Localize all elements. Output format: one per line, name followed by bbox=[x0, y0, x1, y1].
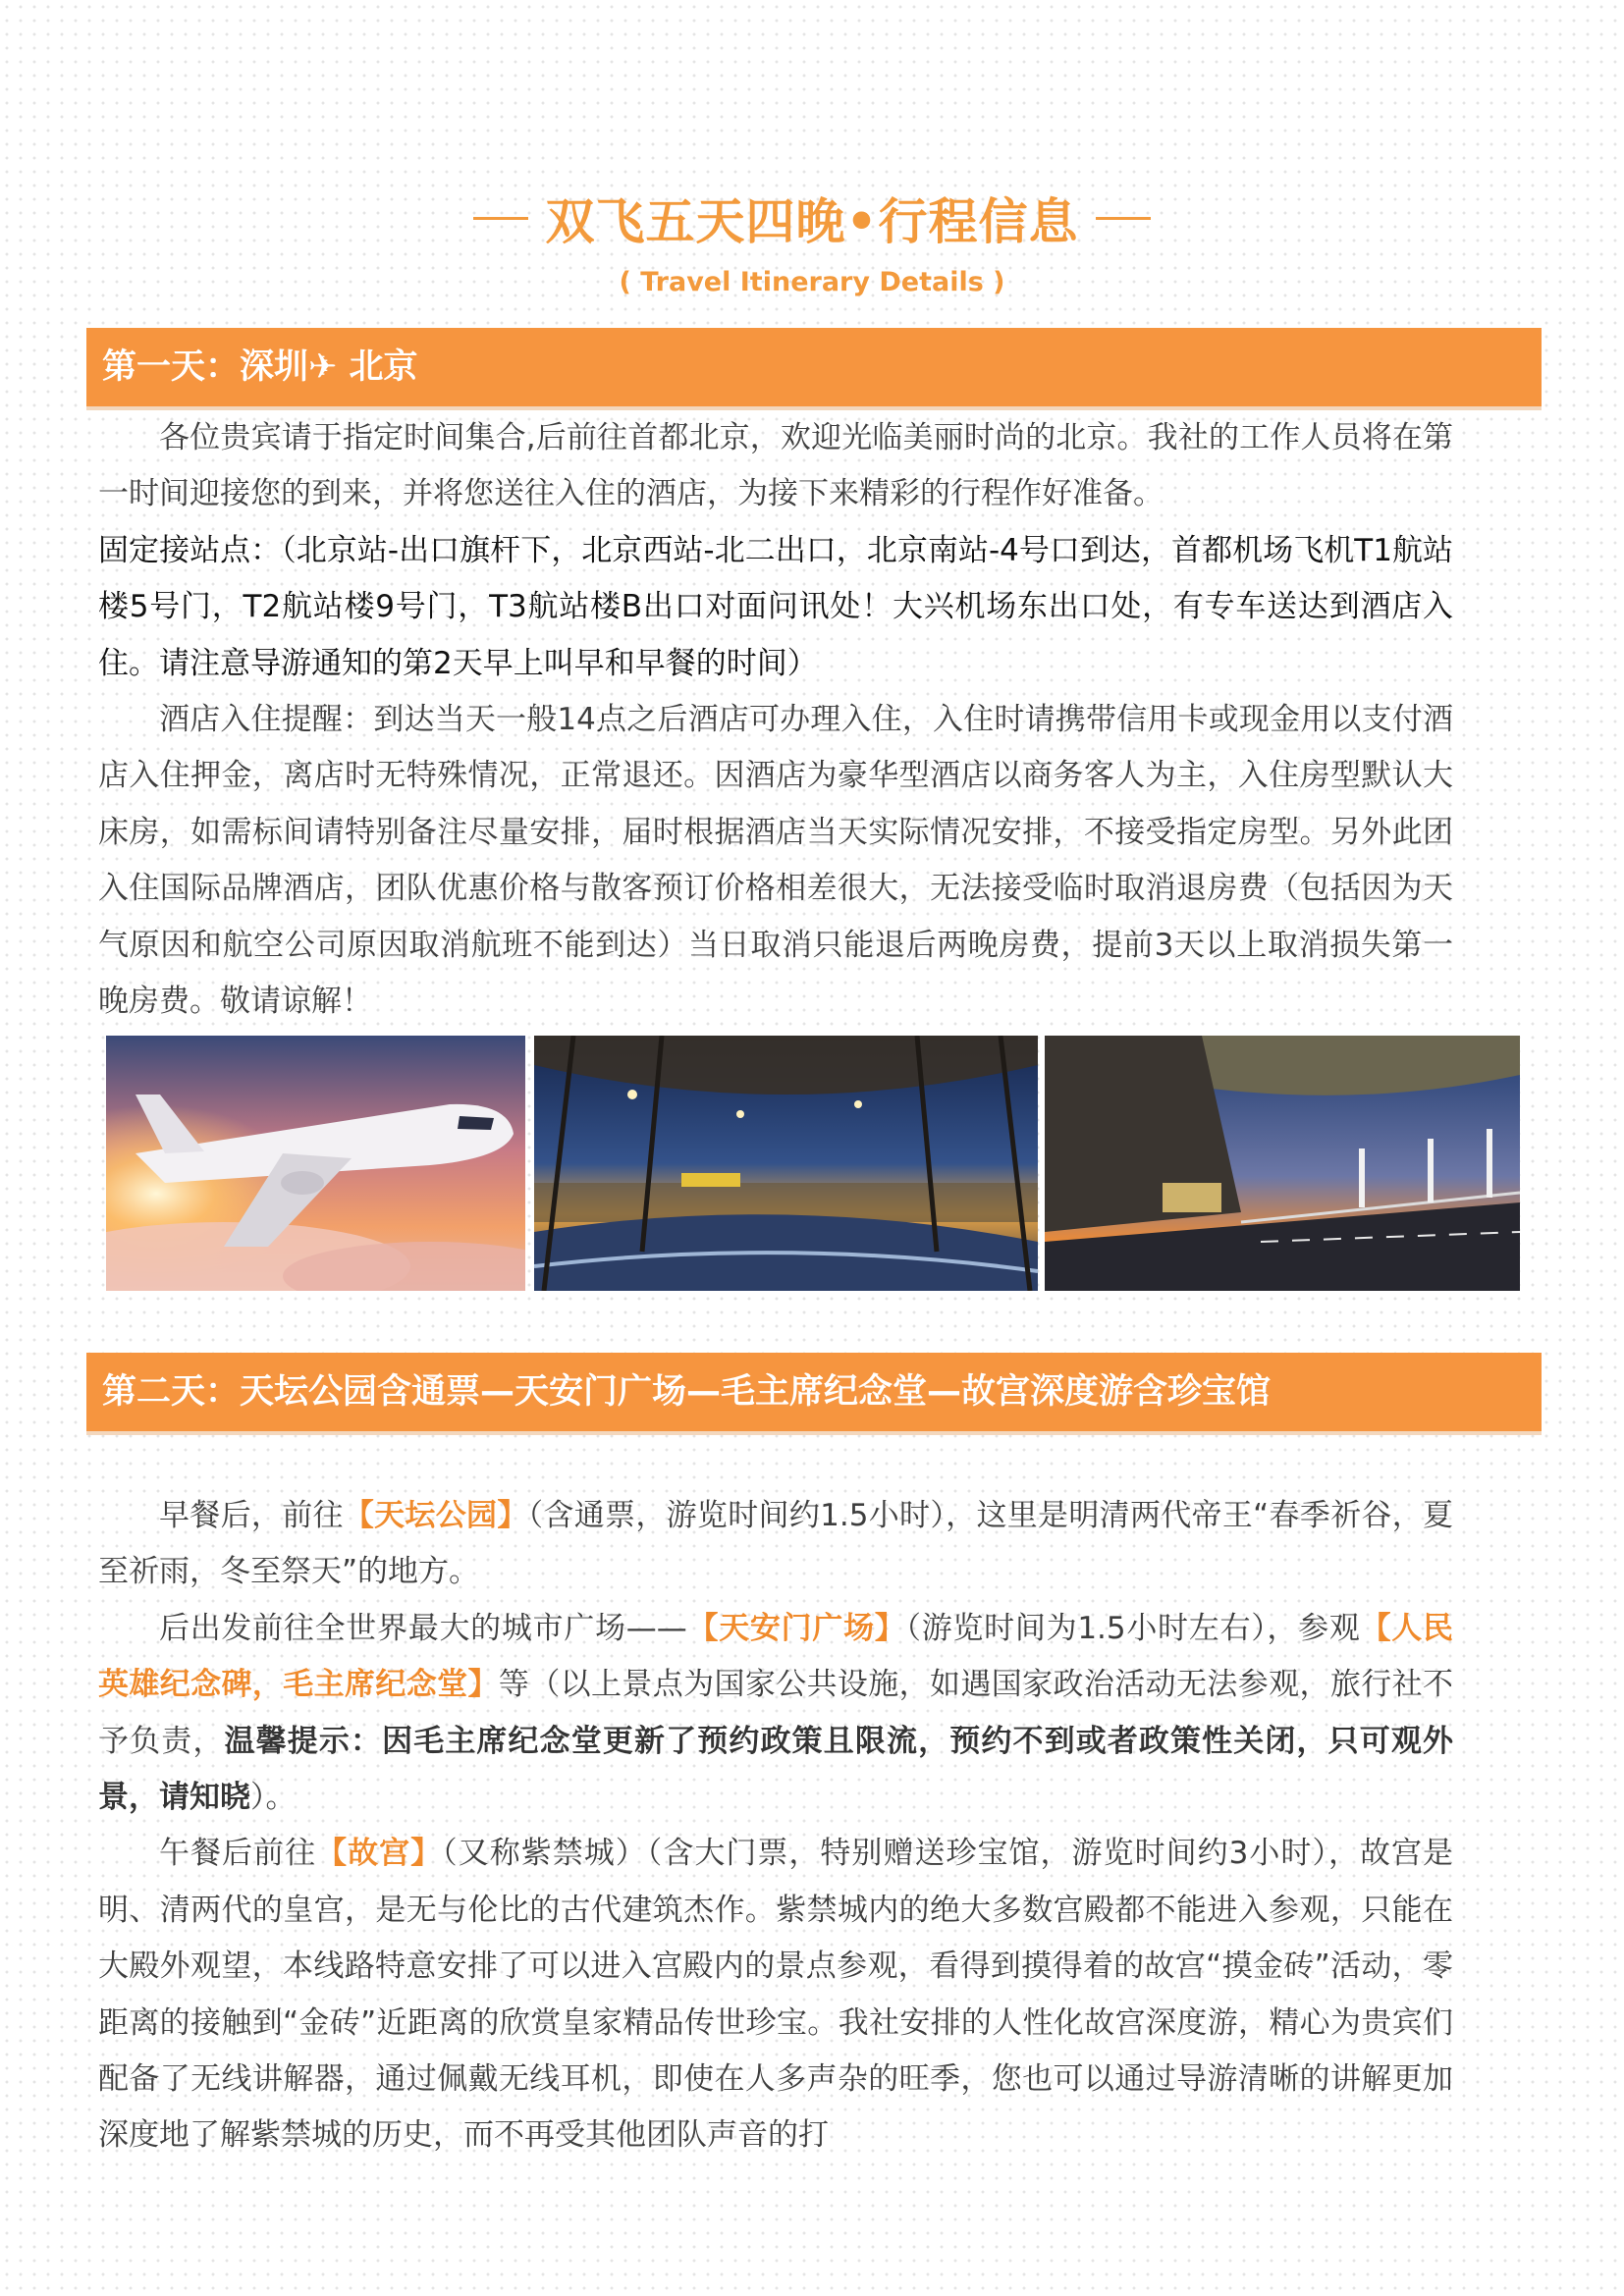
page-title-text: 双飞五天四晚•行程信息 bbox=[545, 193, 1079, 250]
warm-reminder: 温馨提示：因毛主席纪念堂更新了预约政策且限流，预约不到或者政策性关闭，只可观外景，请知晓 bbox=[98, 1723, 1454, 1816]
day2-body bbox=[98, 1488, 1453, 2164]
day2-forbidden-city: 午餐后前往【故宫】（又称紫禁城）（含大门票，特别赠送珍宝馆，游览时间约3小时），故宫是明、清两代的皇宫，是无与伦比的古代建筑杰作。紫禁城内的绝大多数宫殿都不能进入参观，只能在大殿外观望，本线路特意安排了可以进入宫殿内的景点参观，看得到摸得着的故宫“摸金砖”活动，零距离的接触到“金砖”近距离的欣赏皇家精品传世珍宝。我社安排的人性化故宫深度游，精心为贵宾们配备了无线讲解器，通过佩戴无线耳机，即使在人多声杂的旺季，您也可以通过导游清晰的讲解更加深度地了解紫禁城的历史，而不再受其他团队声音的打 bbox=[98, 1836, 1453, 2154]
day2-temple-of-heaven: 早餐后，前往【天坛公园】（含通票，游览时间约1.5小时），这里是明清两代帝王“春季祈谷，夏至祈雨，冬至祭天”的地方。 bbox=[98, 1498, 1454, 1590]
highlight-forbidden-city: 【故宫】 bbox=[316, 1836, 443, 1872]
highlight-temple-of-heaven: 【天坛公园】 bbox=[343, 1498, 528, 1533]
photo-terminal-exterior bbox=[1045, 1036, 1520, 1291]
day2-heading: 第二天：天坛公园含通票—天安门广场—毛主席纪念堂—故宫深度游含珍宝馆 bbox=[102, 1372, 1272, 1412]
highlight-monument-memorial: 【人民英雄纪念碑，毛主席纪念堂】 bbox=[98, 1610, 1454, 1703]
day2-tiananmen: 后出发前往全世界最大的城市广场——【天安门广场】（游览时间为1.5小时左右），参观【人民英雄纪念碑，毛主席纪念堂】等（以上景点为国家公共设施，如遇国家政治活动无法参观，旅行社不予负责，温馨提示：因毛主席纪念堂更新了预约政策且限流，预约不到或者政策性关闭，只可观外景，请知晓）。 bbox=[98, 1610, 1454, 1816]
day1-heading-bar bbox=[86, 328, 1542, 406]
photo-airport-interior bbox=[534, 1036, 1038, 1291]
day2-heading-bar bbox=[86, 1353, 1542, 1431]
day1-body bbox=[98, 410, 1453, 1030]
photo-airplane bbox=[106, 1036, 525, 1291]
page-title-block bbox=[0, 183, 1624, 253]
day1-pickup-points: 固定接站点：（北京站-出口旗杆下，北京西站-北二出口，北京南站-4号口到达，首都机场飞机T1航站楼5号门，T2航站楼9号门，T3航站楼B出口对面问讯处！大兴机场东出口处，有专车送达到酒店入住。请注意导游通知的第2天早上叫早和早餐的时间） bbox=[98, 532, 1453, 681]
page-subtitle: ( Travel Itinerary Details ) bbox=[619, 267, 1005, 297]
day1-hotel-notice: 酒店入住提醒：到达当天一般14点之后酒店可办理入住，入住时请携带信用卡或现金用以支付酒店入住押金，离店时无特殊情况，正常退还。因酒店为豪华型酒店以商务客人为主，入住房型默认大床房，如需标间请特别备注尽量安排，届时根据酒店当天实际情况安排，不接受指定房型。另外此团入住国际品牌酒店，团队优惠价格与散客预订价格相差很大，无法接受临时取消退房费（包括因为天气原因和航空公司原因取消航班不能到达）当日取消只能退后两晚房费，提前3天以上取消损失第一晚房费。敬请谅解！ bbox=[98, 702, 1453, 1020]
title-dash-left bbox=[473, 217, 528, 220]
highlight-tiananmen: 【天安门广场】 bbox=[686, 1610, 906, 1646]
day1-heading: 第一天：深圳✈ 北京 bbox=[102, 347, 418, 387]
day1-intro: 各位贵宾请于指定时间集合,后前往首都北京，欢迎光临美丽时尚的北京。我社的工作人员将在第一时间迎接您的到来，并将您送往入住的酒店，为接下来精彩的行程作好准备。 bbox=[98, 420, 1453, 512]
page-title bbox=[473, 183, 1152, 253]
title-dash-right bbox=[1096, 217, 1151, 220]
